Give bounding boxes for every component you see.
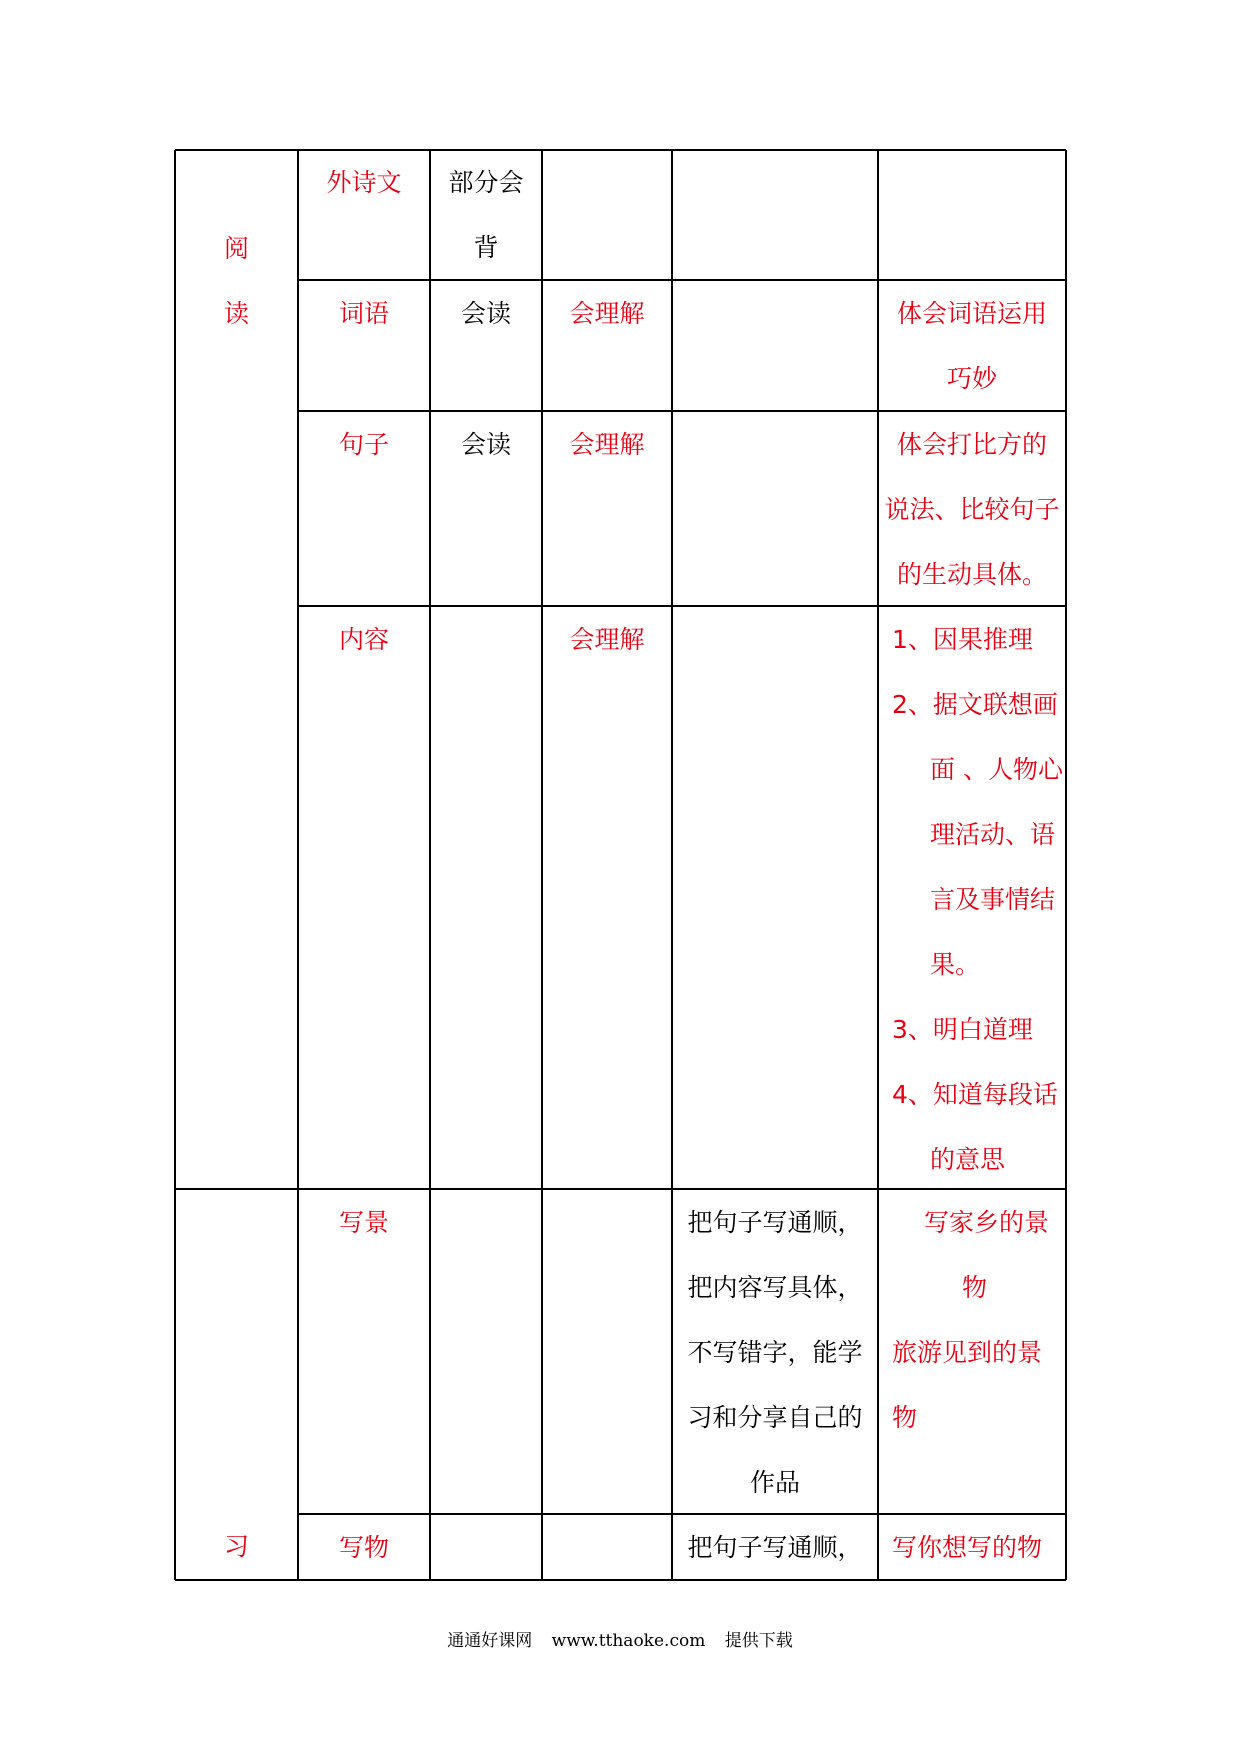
row-scenery-notes: 写家乡的景 物 旅游见到的景 物	[892, 1208, 1050, 1432]
footer-site-name: 通通好课网	[447, 1631, 533, 1651]
row-sentences-item: 句子	[338, 430, 389, 459]
row-poetry-level: 部分会 背	[448, 168, 524, 262]
section-label-writing: 习	[223, 1532, 249, 1561]
section-label-reading: 阅 读	[223, 234, 249, 328]
page-footer	[0, 1626, 1240, 1651]
row-words-item: 词语	[338, 299, 389, 328]
row-scenery-item: 写景	[338, 1208, 389, 1237]
row-words-understand: 会理解	[569, 299, 645, 328]
row-sentences-notes: 体会打比方的 说法、比较句子 的生动具体。	[884, 430, 1060, 589]
row-object-requirement: 把句子写通顺，	[687, 1533, 863, 1562]
row-words-notes: 体会词语运用 巧妙	[896, 299, 1047, 393]
footer-url[interactable]: www.tthaoke.com	[551, 1631, 706, 1651]
row-object-item: 写物	[338, 1533, 389, 1562]
row-content-notes: 1、因果推理 2、据文联想画 面 、人物心 理活动、语 言及事情结 果。 3、明白道理 4、知道每段话 的意思	[892, 625, 1063, 1174]
row-poetry-item: 外诗文	[326, 168, 402, 197]
row-content-item: 内容	[338, 625, 389, 654]
row-content-understand: 会理解	[569, 625, 645, 654]
row-sentences-understand: 会理解	[569, 430, 645, 459]
row-scenery-requirement: 把句子写通顺， 把内容写具体， 不写错字，能学 习和分享自己的 作品	[687, 1208, 863, 1497]
footer-action: 提供下载	[724, 1631, 793, 1651]
row-sentences-level: 会读	[460, 430, 511, 459]
row-words-level: 会读	[460, 299, 511, 328]
row-object-notes: 写你想写的物	[892, 1533, 1043, 1562]
